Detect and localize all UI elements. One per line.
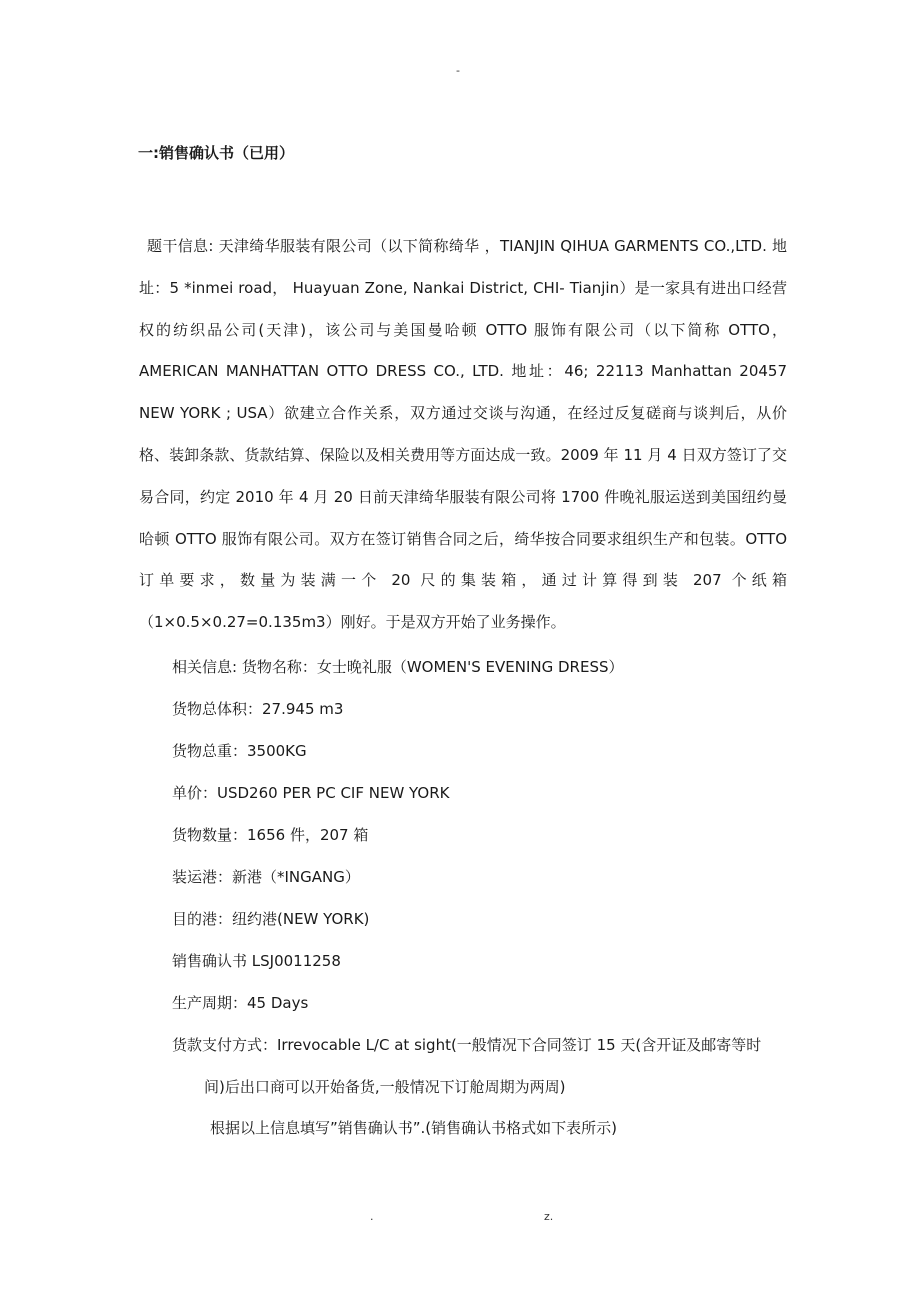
info-payment-line1: 货款支付方式：Irrevocable L/C at sight(一般情况下合同签订 15 天(含开证及邮寄等时 bbox=[172, 1036, 762, 1054]
info-payment bbox=[172, 1025, 792, 1108]
info-weight: 货物总重：3500KG bbox=[172, 742, 307, 760]
info-quantity: 货物数量：1656 件，207 箱 bbox=[172, 826, 369, 844]
info-goods-name: 相关信息: 货物名称：女士晚礼服（WOMEN'S EVENING DRESS） bbox=[172, 658, 624, 676]
intro-first-line: 题干信息: 天津绮华服装有限公司（以下简称绮华 ，TIANJIN QIHUA GARMENTS bbox=[147, 237, 699, 255]
info-volume: 货物总体积：27.945 m3 bbox=[172, 700, 344, 718]
footer-left-mark: . bbox=[370, 1210, 374, 1223]
info-production-period: 生产周期：45 Days bbox=[172, 994, 309, 1012]
instruction-text: 根据以上信息填写”销售确认书”.(销售确认书格式如下表所示) bbox=[210, 1119, 618, 1137]
intro-body: CO.,LTD. 地址：5 *inmei road， Huayuan Zone, Nankai District, CHI- Tianjin）是一家具有进出口经营权的纺织品公司(天津)，该公司与美国曼哈顿 OTTO 服饰有限公司（以下简称 OTTO，AMERICAN MANHATTAN OTTO DRESS CO., LTD. 地址：46; 22113 Manhattan 20457 NEW YORK ; USA）欲建立合作关系，双方通过交谈与沟通，在经过反复磋商与谈判后，从价格、装卸条款、货款结算、保险以及相关费用等方面达成一致。2009 年 11 月 4 日双方签订了交易合同，约定 2010 年 4 月 20 日前天津绮华服装有限公司将 1700 件晚礼服运送到美国纽约曼哈顿 OTTO 服饰有限公司。双方在签订销售合同之后，绮华按合同要求组织生产和包装。OTTO 订单要求，数量为装满一个 20 尺的集装箱，通过计算得到装 207 个纸箱（1×0.5×0.27=0.135m3）刚好。于是双方开始了业务操作。 bbox=[139, 237, 787, 632]
info-port-destination: 目的港：纽约港(NEW YORK) bbox=[172, 910, 370, 928]
intro-paragraph bbox=[139, 226, 787, 644]
info-sc-number: 销售确认书 LSJ0011258 bbox=[172, 952, 341, 970]
header-mark: - bbox=[456, 64, 460, 77]
info-port-loading: 装运港：新港（*INGANG） bbox=[172, 868, 360, 886]
info-payment-line2: 间)后出口商可以开始备货,一般情况下订舱周期为两周) bbox=[204, 1077, 566, 1096]
section-title: 一:销售确认书（已用） bbox=[138, 144, 294, 162]
info-unit-price: 单价：USD260 PER PC CIF NEW YORK bbox=[172, 784, 450, 802]
footer-right-mark: z. bbox=[544, 1210, 554, 1223]
